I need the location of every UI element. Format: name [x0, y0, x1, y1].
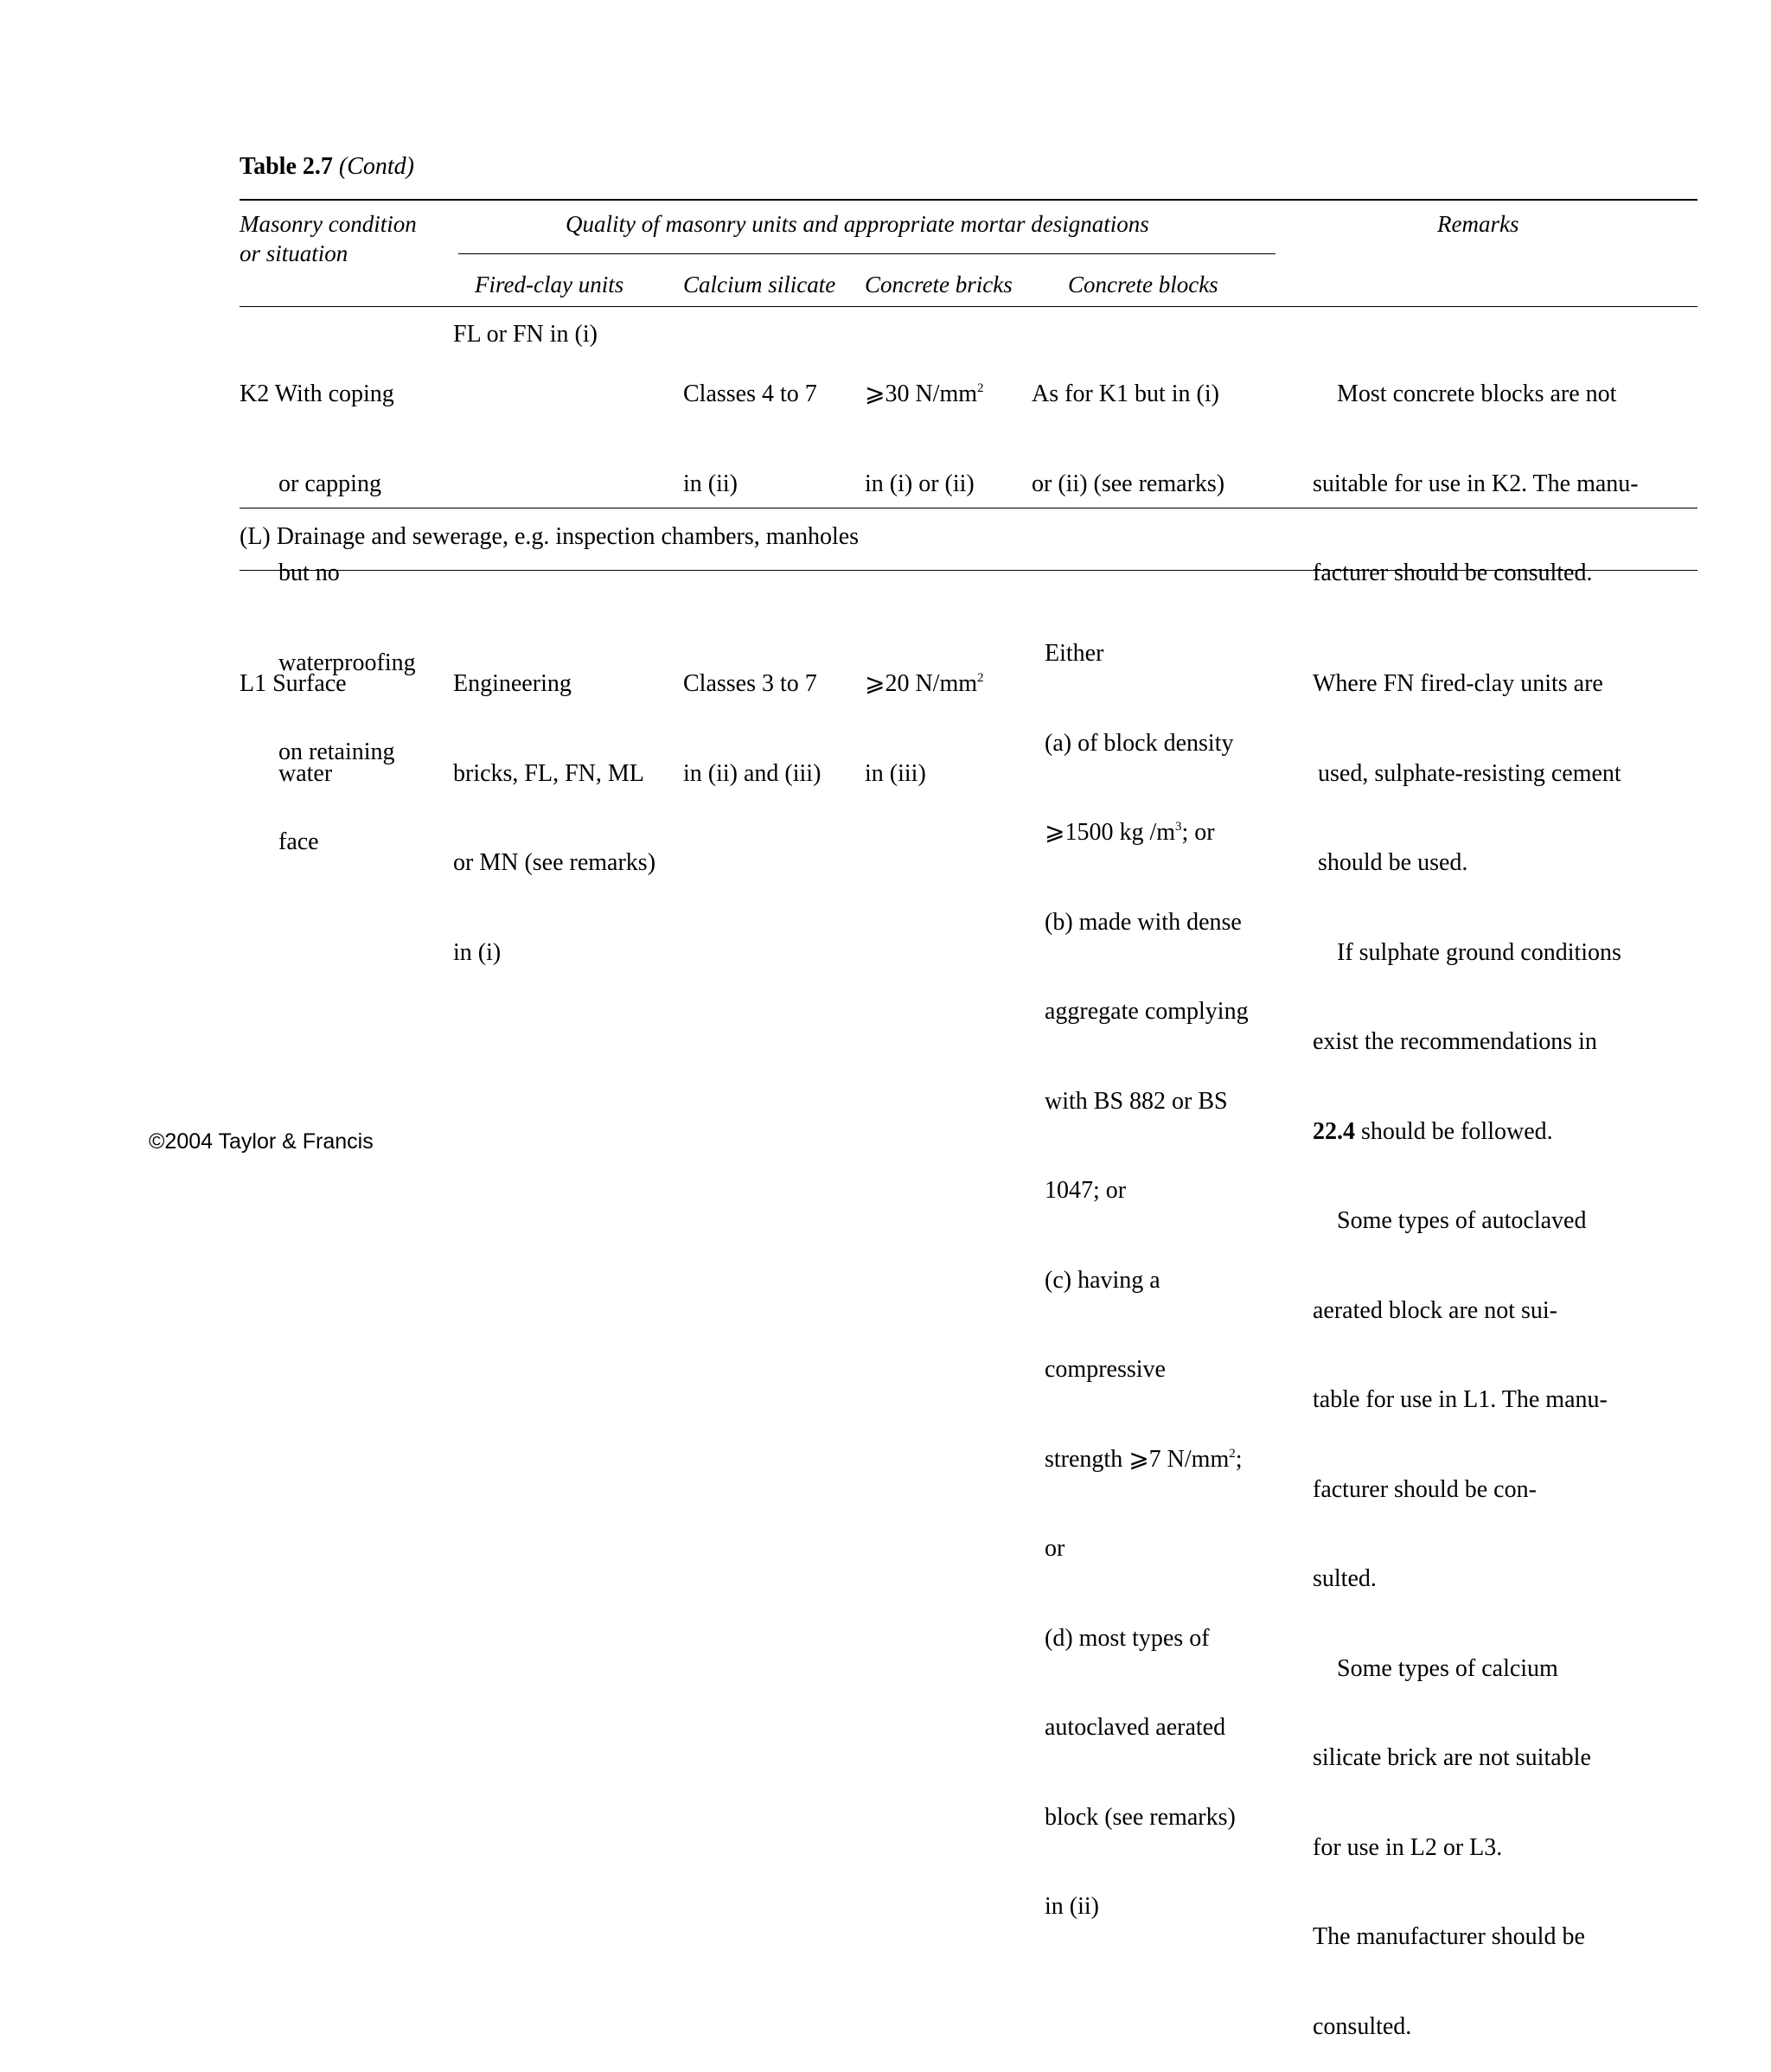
l1-remarks-line: for use in L2 or L3.	[1313, 1833, 1503, 1861]
k2-condition-line: but no	[278, 560, 340, 586]
k2-code: K2	[240, 381, 270, 407]
l1-cs-line: Classes 3 to 7	[683, 670, 817, 697]
top-rule	[240, 199, 1697, 201]
l1-fired-clay	[453, 610, 655, 998]
k2-condition-line: waterproofing	[278, 649, 416, 676]
table-title	[240, 153, 414, 181]
l1-blocks-line: with BS 882 or BS	[1045, 1087, 1228, 1115]
l1-blocks-line: (c) having a	[1045, 1266, 1160, 1294]
k2-remarks	[1313, 320, 1639, 618]
k2-concrete-blocks	[1032, 320, 1224, 529]
header-concrete-blocks: Concrete blocks	[1068, 272, 1218, 297]
k2-condition-line: face	[278, 828, 319, 855]
l1-remarks-line: consulted.	[1313, 2012, 1412, 2040]
l1-condition-line: Surface	[272, 670, 347, 697]
copyright-footer: ©2004 Taylor & Francis	[149, 1129, 374, 1154]
header-remarks: Remarks	[1437, 211, 1519, 237]
l1-blocks-line: compressive	[1045, 1356, 1166, 1383]
k2-calcium-silicate	[683, 320, 817, 529]
l1-fc-line: bricks, FL, FN, ML	[453, 759, 644, 787]
l1-cb-sup: 2	[977, 671, 984, 685]
l1-blocks-line: or	[1045, 1535, 1065, 1562]
header-quality: Quality of masonry units and appropriate mortar designations	[566, 211, 1149, 237]
section-l-heading: (L) Drainage and sewerage, e.g. inspection chambers, manholes	[240, 523, 860, 550]
l1-remarks-line: Some types of autoclaved	[1337, 1207, 1587, 1234]
l1-blocks-line: 1047; or	[1045, 1177, 1127, 1204]
l1-remarks-line: table for use in L1. The manu-	[1313, 1386, 1608, 1413]
l1-remarks	[1313, 610, 1621, 2072]
l1-blocks-line: aggregate complying	[1045, 998, 1249, 1025]
l1-condition	[240, 610, 347, 819]
l1-blocks-line: (d) most types of	[1045, 1624, 1210, 1652]
k2-condition-line: on retaining	[278, 739, 395, 765]
k2-cb-line: in (i) or (ii)	[865, 470, 975, 497]
l1-remarks-line: Where FN fired-clay units are	[1313, 670, 1603, 697]
header-concrete-bricks: Concrete bricks	[865, 272, 1013, 297]
l1-code: L1	[240, 670, 267, 697]
l1-remarks-line: silicate brick are not suitable	[1313, 1744, 1591, 1771]
k2-cs-line: in (ii)	[683, 470, 738, 497]
l1-remarks-line: If sulphate ground conditions	[1337, 938, 1621, 966]
l1-blocks-line: (b) made with dense	[1045, 908, 1242, 936]
k2-concrete-bricks	[865, 320, 984, 529]
k2-blocks-line: or (ii) (see remarks)	[1032, 470, 1225, 497]
l1-cs-line: in (ii) and (iii)	[683, 759, 822, 787]
l1-blocks-line: Either	[1045, 640, 1104, 667]
k2-fired-clay: FL or FN in (i)	[453, 321, 598, 348]
quality-subrule	[458, 253, 1276, 254]
k2-condition-line: or capping	[278, 470, 381, 497]
header-condition-line2: or situation	[240, 240, 348, 266]
l1-remarks-line: sulted.	[1313, 1565, 1377, 1592]
table-number: Table 2.7	[240, 153, 333, 180]
l1-remarks-line: exist the recommendations in	[1313, 1028, 1597, 1055]
l1-remarks-line: aerated block are not sui-	[1313, 1296, 1557, 1324]
l1-blocks-line: (a) of block density	[1045, 729, 1234, 757]
k2-cb-sup: 2	[977, 381, 984, 395]
l1-blocks-text: ; or	[1181, 819, 1215, 846]
k2-remarks-line: facturer should be consulted.	[1313, 560, 1593, 586]
l1-condition-line: water	[278, 759, 333, 787]
header-fired-clay: Fired-clay units	[475, 272, 624, 297]
l1-remarks-line: Some types of calcium	[1337, 1654, 1558, 1682]
l1-blocks-line: block (see remarks)	[1045, 1803, 1236, 1831]
header-condition	[240, 209, 417, 268]
l1-fc-line: Engineering	[453, 670, 572, 697]
l1-blocks-sup: 3	[1175, 820, 1182, 834]
l1-blocks-line: autoclaved aerated	[1045, 1714, 1226, 1741]
k2-remarks-line: suitable for use in K2. The manu-	[1313, 470, 1639, 497]
k2-cs-line: Classes 4 to 7	[683, 381, 817, 407]
k2-blocks-line: As for K1 but in (i)	[1032, 381, 1219, 407]
l1-calcium-silicate	[683, 610, 821, 819]
header-bottom-rule	[240, 306, 1697, 307]
l1-remarks-line: should be used.	[1318, 849, 1468, 876]
l1-remarks-line: used, sulphate-resisting cement	[1318, 759, 1621, 787]
l1-remarks-line: facturer should be con-	[1313, 1475, 1537, 1503]
l1-blocks-density: ⩾1500 kg /m	[1045, 819, 1176, 846]
k2-condition-line: With coping	[274, 381, 394, 407]
l1-cb-value: ⩾20 N/mm	[865, 670, 978, 697]
l1-remarks-text: should be followed.	[1355, 1117, 1553, 1145]
k2-cb-value: ⩾30 N/mm	[865, 381, 978, 407]
header-condition-line1: Masonry condition	[240, 211, 417, 237]
l1-concrete-blocks	[1045, 579, 1249, 1952]
l1-concrete-bricks	[865, 610, 984, 819]
l1-blocks-strength: strength ⩾7 N/mm	[1045, 1445, 1230, 1473]
l1-blocks-sup: 2	[1229, 1446, 1236, 1461]
header-calcium-silicate: Calcium silicate	[683, 272, 836, 297]
l1-blocks-line: in (ii)	[1045, 1893, 1099, 1920]
l1-remarks-ref: 22.4	[1313, 1117, 1355, 1145]
l1-fc-line: in (i)	[453, 938, 502, 966]
l1-fc-line: or MN (see remarks)	[453, 849, 656, 876]
l1-cb-line: in (iii)	[865, 759, 926, 787]
table-contd: (Contd)	[338, 153, 414, 180]
k2-remarks-line: Most concrete blocks are not	[1337, 381, 1617, 407]
l1-blocks-text: ;	[1235, 1445, 1243, 1473]
l1-remarks-line: The manufacturer should be	[1313, 1923, 1585, 1950]
